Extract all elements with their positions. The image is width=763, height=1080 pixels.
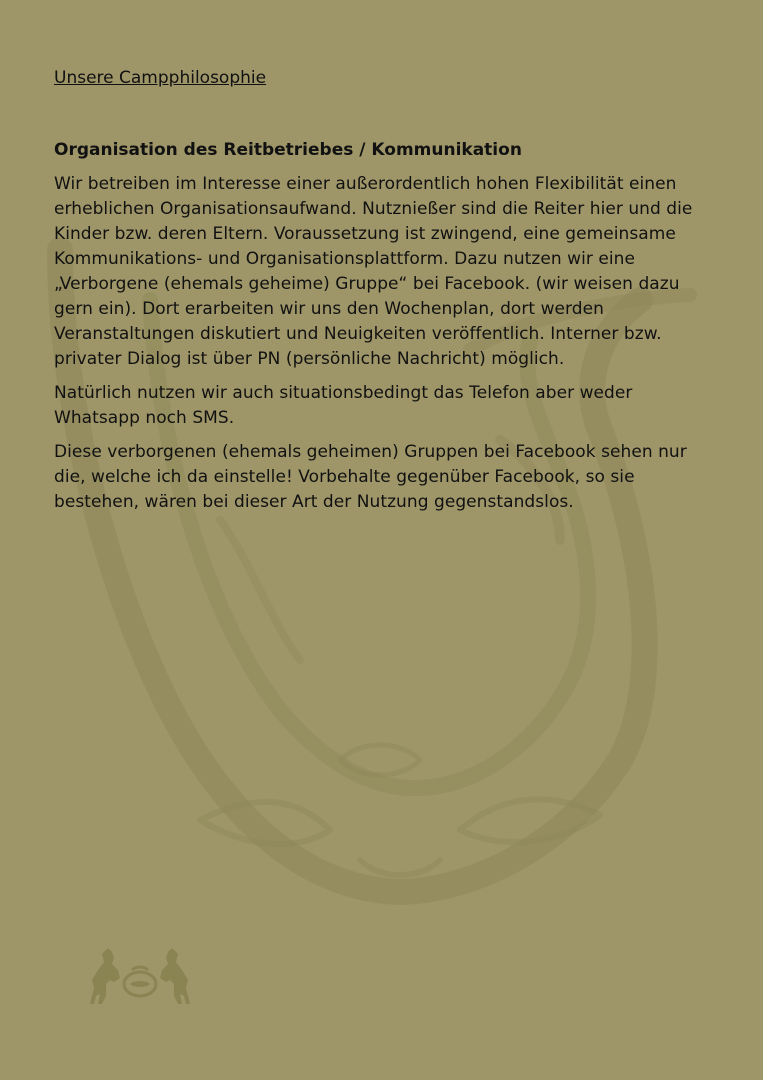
paragraph-3: Diese verborgenen (ehemals geheimen) Gruppen bei Facebook sehen nur die, welche ich da einstelle! Vorbehalte gegenüber Facebook, so sie bestehen, wären bei dieser Art der Nutzung gegenstandslos. <box>54 442 687 512</box>
page-heading: Unsere Campphilosophie <box>54 68 267 88</box>
document-content <box>54 66 704 524</box>
horses-emblem-icon <box>84 940 196 1010</box>
paragraph-2: Natürlich nutzen wir auch situationsbedingt das Telefon aber weder Whatsapp noch SMS. <box>54 383 633 428</box>
section-title: Organisation des Reitbetriebes / Kommunikation <box>54 140 522 160</box>
paragraph-1: Wir betreiben im Interesse einer außerordentlich hohen Flexibilität einen erheblichen Organisationsaufwand. Nutznießer sind die Reiter hier und die Kinder bzw. deren Eltern. Voraussetzung ist zwingend, eine gemeinsame Kommunikations- und Organisationsplattform. Dazu nutzen wir eine „Verborgene (ehemals geheime) Gruppe“ bei Facebook. (wir weisen dazu gern ein). Dort erarbeiten wir uns den Wochenplan, dort werden Veranstaltungen diskutiert und Neuigkeiten veröffentlich. Interner bzw. privater Dialog ist über PN (persönliche Nachricht) möglich. <box>54 174 693 369</box>
